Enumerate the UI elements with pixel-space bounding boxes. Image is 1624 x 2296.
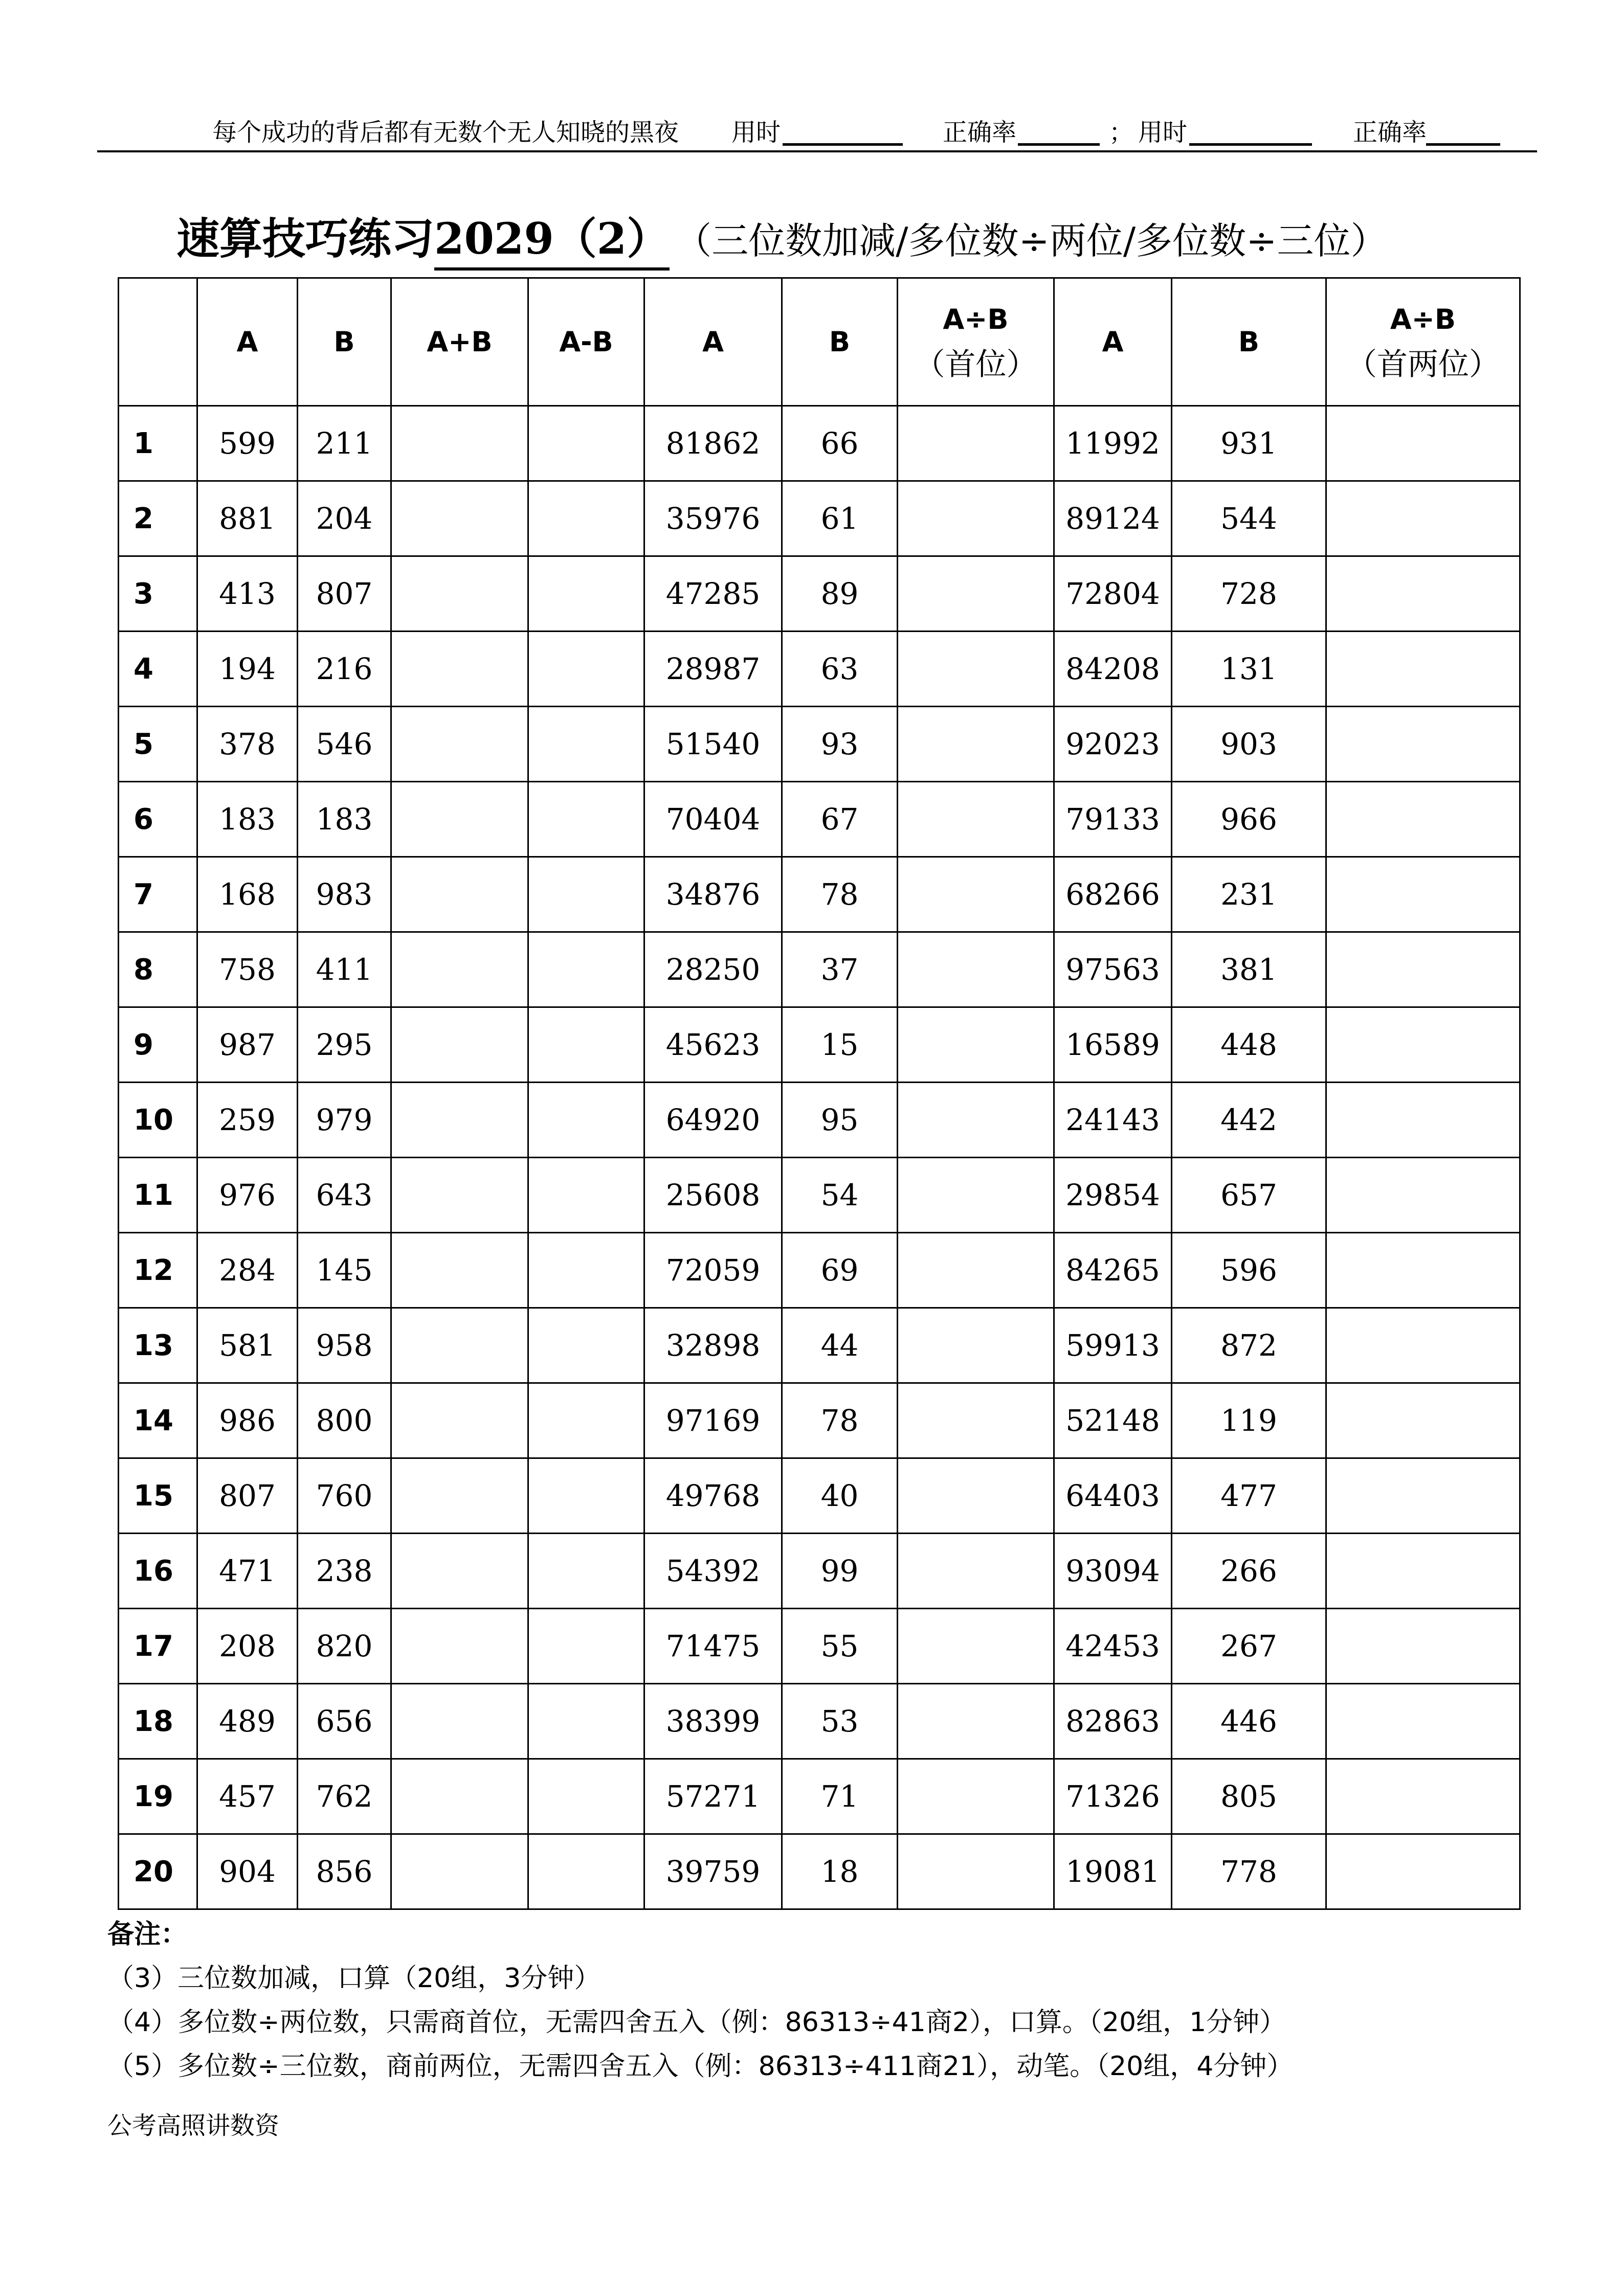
cell-b2: 53 (782, 1684, 898, 1759)
row-index: 19 (119, 1759, 197, 1834)
cell-div2-answer[interactable] (898, 857, 1054, 932)
cell-a3: 42453 (1054, 1609, 1172, 1684)
cell-b1: 211 (298, 406, 391, 481)
cell-div2-answer[interactable] (898, 406, 1054, 481)
cell-div3-answer[interactable] (1326, 707, 1520, 782)
cell-diff-answer[interactable] (528, 481, 644, 556)
table-row (119, 1834, 1520, 1909)
cell-b1: 183 (298, 782, 391, 857)
table-row (119, 1609, 1520, 1684)
cell-diff-answer[interactable] (528, 932, 644, 1007)
cell-b3: 267 (1172, 1609, 1326, 1684)
cell-b3: 446 (1172, 1684, 1326, 1759)
cell-sum-answer[interactable] (391, 1083, 528, 1158)
cell-a3: 52148 (1054, 1383, 1172, 1458)
cell-diff-answer[interactable] (528, 1308, 644, 1383)
note-line-2: （4）多位数÷两位数，只需商首位，无需四舍五入（例：86313÷41商2），口算。（20组，1分钟） (107, 2007, 1286, 2038)
table-row (119, 556, 1520, 632)
table-row (119, 1759, 1520, 1834)
cell-a3: 97563 (1054, 932, 1172, 1007)
header-div3 (1326, 278, 1520, 406)
cell-b3: 544 (1172, 481, 1326, 556)
cell-b1: 760 (298, 1458, 391, 1534)
cell-sum-answer[interactable] (391, 632, 528, 707)
cell-a1: 976 (197, 1158, 298, 1233)
cell-sum-answer[interactable] (391, 1759, 528, 1834)
cell-b2: 61 (782, 481, 898, 556)
cell-div2-answer[interactable] (898, 481, 1054, 556)
cell-div2-answer[interactable] (898, 932, 1054, 1007)
time-blank-1[interactable] (783, 143, 903, 146)
cell-b3: 477 (1172, 1458, 1326, 1534)
cell-div2-answer[interactable] (898, 1233, 1054, 1308)
cell-sum-answer[interactable] (391, 857, 528, 932)
cell-a2: 35976 (644, 481, 782, 556)
header-rule (97, 150, 1537, 152)
cell-a1: 904 (197, 1834, 298, 1909)
row-index: 2 (119, 481, 197, 556)
accuracy-label-1: 正确率 (943, 118, 1017, 147)
table-row (119, 481, 1520, 556)
row-index: 18 (119, 1684, 197, 1759)
cell-a2: 45623 (644, 1007, 782, 1083)
cell-div2-answer[interactable] (898, 1759, 1054, 1834)
table-row (119, 1083, 1520, 1158)
cell-b3: 596 (1172, 1233, 1326, 1308)
cell-div3-answer[interactable] (1326, 1834, 1520, 1909)
note-line-3: （5）多位数÷三位数，商前两位，无需四舍五入（例：86313÷411商21），动笔。（20组，4分钟） (107, 2051, 1294, 2082)
cell-a1: 471 (197, 1534, 298, 1609)
cell-diff-answer[interactable] (528, 632, 644, 707)
row-index: 10 (119, 1083, 197, 1158)
cell-a3: 84265 (1054, 1233, 1172, 1308)
cell-b2: 54 (782, 1158, 898, 1233)
cell-a1: 599 (197, 406, 298, 481)
time-label-2: 用时 (1138, 118, 1188, 147)
cell-diff-answer[interactable] (528, 1834, 644, 1909)
cell-b3: 131 (1172, 632, 1326, 707)
cell-diff-answer[interactable] (528, 1759, 644, 1834)
row-index: 6 (119, 782, 197, 857)
cell-a3: 59913 (1054, 1308, 1172, 1383)
cell-a3: 68266 (1054, 857, 1172, 932)
header-div3-line2: （首两位） (1346, 346, 1500, 382)
cell-diff-answer[interactable] (528, 406, 644, 481)
cell-div2-answer[interactable] (898, 1158, 1054, 1233)
cell-b3: 442 (1172, 1083, 1326, 1158)
cell-a3: 16589 (1054, 1007, 1172, 1083)
cell-a3: 72804 (1054, 556, 1172, 632)
row-index: 9 (119, 1007, 197, 1083)
cell-a1: 284 (197, 1233, 298, 1308)
cell-sum-answer[interactable] (391, 1308, 528, 1383)
cell-a1: 168 (197, 857, 298, 932)
table-row (119, 932, 1520, 1007)
cell-b1: 411 (298, 932, 391, 1007)
cell-div3-answer[interactable] (1326, 1759, 1520, 1834)
cell-b3: 119 (1172, 1383, 1326, 1458)
cell-a3: 89124 (1054, 481, 1172, 556)
cell-sum-answer[interactable] (391, 1834, 528, 1909)
cell-b3: 657 (1172, 1158, 1326, 1233)
cell-a1: 194 (197, 632, 298, 707)
cell-b2: 63 (782, 632, 898, 707)
time-blank-2[interactable] (1189, 143, 1312, 146)
cell-b3: 903 (1172, 707, 1326, 782)
cell-b3: 381 (1172, 932, 1326, 1007)
table-row (119, 1684, 1520, 1759)
row-index: 14 (119, 1383, 197, 1458)
cell-a2: 71475 (644, 1609, 782, 1684)
cell-a1: 457 (197, 1759, 298, 1834)
row-index: 1 (119, 406, 197, 481)
header-a1: A (197, 278, 298, 406)
table-header (119, 278, 1520, 406)
cell-div3-answer[interactable] (1326, 1308, 1520, 1383)
cell-sum-answer[interactable] (391, 782, 528, 857)
cell-div2-answer[interactable] (898, 1083, 1054, 1158)
cell-div3-answer[interactable] (1326, 556, 1520, 632)
cell-b1: 856 (298, 1834, 391, 1909)
cell-b1: 807 (298, 556, 391, 632)
row-index: 8 (119, 932, 197, 1007)
cell-div3-answer[interactable] (1326, 1684, 1520, 1759)
cell-div2-answer[interactable] (898, 1383, 1054, 1458)
cell-b2: 40 (782, 1458, 898, 1534)
cell-div3-answer[interactable] (1326, 1007, 1520, 1083)
cell-a2: 28250 (644, 932, 782, 1007)
notes (107, 1912, 1529, 2088)
cell-a1: 986 (197, 1383, 298, 1458)
cell-b2: 15 (782, 1007, 898, 1083)
cell-a2: 70404 (644, 782, 782, 857)
cell-diff-answer[interactable] (528, 1158, 644, 1233)
cell-b2: 95 (782, 1083, 898, 1158)
time-label-1: 用时 (731, 118, 781, 147)
cell-div3-answer[interactable] (1326, 632, 1520, 707)
cell-a3: 92023 (1054, 707, 1172, 782)
cell-sum-answer[interactable] (391, 406, 528, 481)
cell-b2: 78 (782, 857, 898, 932)
cell-b3: 966 (1172, 782, 1326, 857)
cell-b1: 762 (298, 1759, 391, 1834)
cell-b1: 979 (298, 1083, 391, 1158)
cell-div2-answer[interactable] (898, 1534, 1054, 1609)
row-index: 7 (119, 857, 197, 932)
cell-a1: 489 (197, 1684, 298, 1759)
cell-a3: 82863 (1054, 1684, 1172, 1759)
cell-a1: 758 (197, 932, 298, 1007)
cell-b3: 872 (1172, 1308, 1326, 1383)
cell-a2: 97169 (644, 1383, 782, 1458)
header-index (119, 278, 197, 406)
header-div2 (898, 278, 1054, 406)
table-row (119, 1007, 1520, 1083)
cell-a2: 34876 (644, 857, 782, 932)
cell-diff-answer[interactable] (528, 707, 644, 782)
cell-a2: 72059 (644, 1233, 782, 1308)
cell-b1: 958 (298, 1308, 391, 1383)
cell-b2: 44 (782, 1308, 898, 1383)
row-index: 11 (119, 1158, 197, 1233)
cell-b3: 931 (1172, 406, 1326, 481)
cell-a1: 881 (197, 481, 298, 556)
practice-table (118, 277, 1521, 1910)
page-title (176, 205, 1388, 264)
cell-sum-answer[interactable] (391, 1684, 528, 1759)
cell-a2: 47285 (644, 556, 782, 632)
table-body (119, 406, 1520, 1909)
cell-div3-answer[interactable] (1326, 932, 1520, 1007)
cell-div3-answer[interactable] (1326, 857, 1520, 932)
cell-b3: 448 (1172, 1007, 1326, 1083)
cell-sum-answer[interactable] (391, 1158, 528, 1233)
cell-a2: 54392 (644, 1534, 782, 1609)
table-row (119, 1233, 1520, 1308)
cell-sum-answer[interactable] (391, 1007, 528, 1083)
cell-div2-answer[interactable] (898, 1684, 1054, 1759)
cell-b2: 69 (782, 1233, 898, 1308)
cell-b1: 216 (298, 632, 391, 707)
cell-div3-answer[interactable] (1326, 481, 1520, 556)
table-row (119, 707, 1520, 782)
title-subtitle: （三位数加减/多位数÷两位/多位数÷三位） (675, 219, 1388, 262)
table-row (119, 782, 1520, 857)
table-row (119, 1308, 1520, 1383)
cell-b2: 93 (782, 707, 898, 782)
header-div2-line1: A÷B (943, 303, 1009, 335)
motto: 每个成功的背后都有无数个无人知晓的黑夜 (212, 118, 679, 147)
cell-div2-answer[interactable] (898, 556, 1054, 632)
cell-b2: 89 (782, 556, 898, 632)
cell-sum-answer[interactable] (391, 481, 528, 556)
cell-div3-answer[interactable] (1326, 1083, 1520, 1158)
cell-b2: 55 (782, 1609, 898, 1684)
cell-div3-answer[interactable] (1326, 1383, 1520, 1458)
cell-a1: 259 (197, 1083, 298, 1158)
cell-b1: 800 (298, 1383, 391, 1458)
cell-div2-answer[interactable] (898, 782, 1054, 857)
cell-a3: 79133 (1054, 782, 1172, 857)
cell-b2: 99 (782, 1534, 898, 1609)
cell-sum-answer[interactable] (391, 707, 528, 782)
header-a2: A (644, 278, 782, 406)
cell-b2: 78 (782, 1383, 898, 1458)
cell-a3: 11992 (1054, 406, 1172, 481)
cell-div3-answer[interactable] (1326, 1158, 1520, 1233)
cell-a3: 29854 (1054, 1158, 1172, 1233)
cell-sum-answer[interactable] (391, 556, 528, 632)
cell-b1: 820 (298, 1609, 391, 1684)
separator: ； (1109, 118, 1134, 147)
cell-a2: 25608 (644, 1158, 782, 1233)
row-index: 17 (119, 1609, 197, 1684)
cell-diff-answer[interactable] (528, 1684, 644, 1759)
cell-diff-answer[interactable] (528, 782, 644, 857)
cell-b3: 266 (1172, 1534, 1326, 1609)
header-b3: B (1172, 278, 1326, 406)
cell-b1: 145 (298, 1233, 391, 1308)
cell-a1: 581 (197, 1308, 298, 1383)
cell-b1: 546 (298, 707, 391, 782)
header-div2-line2: （首位） (914, 346, 1037, 382)
cell-b3: 728 (1172, 556, 1326, 632)
cell-b1: 295 (298, 1007, 391, 1083)
cell-a2: 38399 (644, 1684, 782, 1759)
cell-div3-answer[interactable] (1326, 1609, 1520, 1684)
cell-div3-answer[interactable] (1326, 1458, 1520, 1534)
cell-a1: 208 (197, 1609, 298, 1684)
row-index: 12 (119, 1233, 197, 1308)
header-b1: B (298, 278, 391, 406)
accuracy-blank-1[interactable] (1018, 143, 1100, 146)
table-row (119, 1158, 1520, 1233)
cell-sum-answer[interactable] (391, 932, 528, 1007)
cell-a2: 81862 (644, 406, 782, 481)
accuracy-label-2: 正确率 (1353, 118, 1427, 147)
cell-a3: 64403 (1054, 1458, 1172, 1534)
cell-a2: 39759 (644, 1834, 782, 1909)
cell-div3-answer[interactable] (1326, 782, 1520, 857)
footer-text: 公考高照讲数资 (107, 2111, 280, 2140)
cell-diff-answer[interactable] (528, 1233, 644, 1308)
cell-sum-answer[interactable] (391, 1233, 528, 1308)
cell-sum-answer[interactable] (391, 1458, 528, 1534)
title-main: 速算技巧练习 (176, 213, 435, 264)
cell-sum-answer[interactable] (391, 1534, 528, 1609)
header-diff: A-B (528, 278, 644, 406)
cell-b3: 778 (1172, 1834, 1326, 1909)
cell-diff-answer[interactable] (528, 1609, 644, 1684)
cell-div2-answer[interactable] (898, 632, 1054, 707)
cell-diff-answer[interactable] (528, 1383, 644, 1458)
cell-div2-answer[interactable] (898, 1834, 1054, 1909)
cell-a2: 28987 (644, 632, 782, 707)
cell-sum-answer[interactable] (391, 1383, 528, 1458)
cell-a1: 413 (197, 556, 298, 632)
row-index: 13 (119, 1308, 197, 1383)
notes-heading: 备注： (107, 1919, 188, 1950)
table-row (119, 1383, 1520, 1458)
table-row (119, 857, 1520, 932)
cell-b1: 238 (298, 1534, 391, 1609)
table-row (119, 1458, 1520, 1534)
accuracy-blank-2[interactable] (1426, 143, 1500, 146)
cell-b1: 643 (298, 1158, 391, 1233)
row-index: 20 (119, 1834, 197, 1909)
cell-a2: 32898 (644, 1308, 782, 1383)
cell-b1: 983 (298, 857, 391, 932)
table-row (119, 1534, 1520, 1609)
cell-b2: 66 (782, 406, 898, 481)
cell-b3: 231 (1172, 857, 1326, 932)
cell-b1: 656 (298, 1684, 391, 1759)
cell-div2-answer[interactable] (898, 1308, 1054, 1383)
note-line-1: （3）三位数加减，口算（20组，3分钟） (107, 1963, 601, 1994)
cell-diff-answer[interactable] (528, 1083, 644, 1158)
cell-a1: 378 (197, 707, 298, 782)
cell-a3: 24143 (1054, 1083, 1172, 1158)
cell-b2: 67 (782, 782, 898, 857)
header-b2: B (782, 278, 898, 406)
table-row (119, 406, 1520, 481)
cell-a3: 84208 (1054, 632, 1172, 707)
cell-div3-answer[interactable] (1326, 1233, 1520, 1308)
cell-a1: 987 (197, 1007, 298, 1083)
cell-a1: 807 (197, 1458, 298, 1534)
header-a3: A (1054, 278, 1172, 406)
cell-diff-answer[interactable] (528, 556, 644, 632)
cell-div3-answer[interactable] (1326, 1534, 1520, 1609)
header-div3-line1: A÷B (1390, 303, 1456, 335)
header-sum: A+B (391, 278, 528, 406)
cell-a2: 57271 (644, 1759, 782, 1834)
cell-sum-answer[interactable] (391, 1609, 528, 1684)
cell-b2: 18 (782, 1834, 898, 1909)
cell-div3-answer[interactable] (1326, 406, 1520, 481)
row-index: 5 (119, 707, 197, 782)
cell-a3: 93094 (1054, 1534, 1172, 1609)
cell-a3: 71326 (1054, 1759, 1172, 1834)
cell-a2: 51540 (644, 707, 782, 782)
cell-a1: 183 (197, 782, 298, 857)
cell-diff-answer[interactable] (528, 1458, 644, 1534)
table-row (119, 632, 1520, 707)
row-index: 3 (119, 556, 197, 632)
cell-a2: 49768 (644, 1458, 782, 1534)
title-code: 2029（2） (434, 205, 670, 271)
row-index: 16 (119, 1534, 197, 1609)
row-index: 4 (119, 632, 197, 707)
cell-diff-answer[interactable] (528, 1007, 644, 1083)
cell-div2-answer[interactable] (898, 1458, 1054, 1534)
cell-a2: 64920 (644, 1083, 782, 1158)
cell-b1: 204 (298, 481, 391, 556)
cell-b2: 37 (782, 932, 898, 1007)
cell-div2-answer[interactable] (898, 1007, 1054, 1083)
cell-b3: 805 (1172, 1759, 1326, 1834)
cell-diff-answer[interactable] (528, 1534, 644, 1609)
cell-a3: 19081 (1054, 1834, 1172, 1909)
header-bar (97, 92, 1537, 148)
cell-div2-answer[interactable] (898, 707, 1054, 782)
cell-div2-answer[interactable] (898, 1609, 1054, 1684)
row-index: 15 (119, 1458, 197, 1534)
cell-b2: 71 (782, 1759, 898, 1834)
cell-diff-answer[interactable] (528, 857, 644, 932)
